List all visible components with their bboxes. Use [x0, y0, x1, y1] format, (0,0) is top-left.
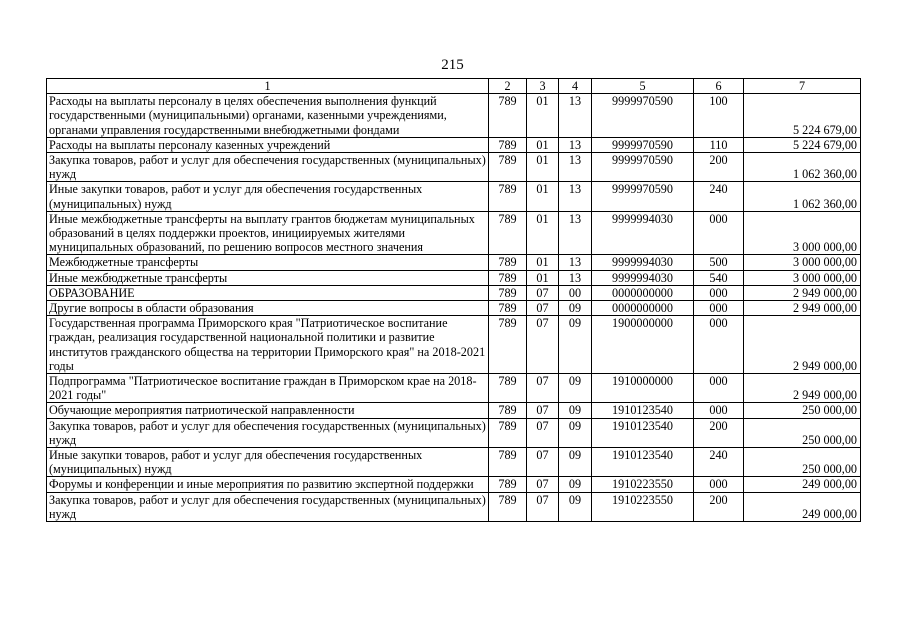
target-article-code: 9999970590	[592, 153, 694, 182]
target-article-code: 9999970590	[592, 182, 694, 211]
expense-type-code: 000	[694, 301, 744, 316]
expense-type-code: 000	[694, 477, 744, 492]
admin-code: 789	[489, 492, 527, 521]
subsection-code: 13	[559, 270, 592, 285]
subsection-code: 09	[559, 477, 592, 492]
admin-code: 789	[489, 316, 527, 374]
admin-code: 789	[489, 285, 527, 300]
target-article-code: 1910123540	[592, 403, 694, 418]
column-header: 7	[744, 79, 861, 94]
section-code: 01	[527, 211, 559, 255]
subsection-code: 09	[559, 448, 592, 477]
target-article-code: 1910000000	[592, 374, 694, 403]
admin-code: 789	[489, 94, 527, 138]
table-row	[47, 182, 861, 211]
target-article-code: 1910223550	[592, 492, 694, 521]
admin-code: 789	[489, 137, 527, 152]
page-number: 215	[441, 57, 464, 73]
column-header: 3	[527, 79, 559, 94]
section-code: 07	[527, 301, 559, 316]
amount: 3 000 000,00	[744, 211, 861, 255]
table-body	[47, 94, 861, 522]
section-code: 07	[527, 477, 559, 492]
item-name: Другие вопросы в области образования	[47, 301, 489, 316]
expense-type-code: 000	[694, 374, 744, 403]
subsection-code: 13	[559, 182, 592, 211]
table-row	[47, 301, 861, 316]
item-name: Иные закупки товаров, работ и услуг для обеспечения государственных (муниципальных) нужд	[47, 182, 489, 211]
table-row	[47, 153, 861, 182]
subsection-code: 09	[559, 418, 592, 447]
admin-code: 789	[489, 301, 527, 316]
subsection-code: 13	[559, 137, 592, 152]
admin-code: 789	[489, 448, 527, 477]
expense-type-code: 100	[694, 94, 744, 138]
expense-type-code: 500	[694, 255, 744, 270]
target-article-code: 9999994030	[592, 270, 694, 285]
item-name: Межбюджетные трансферты	[47, 255, 489, 270]
amount: 3 000 000,00	[744, 255, 861, 270]
expense-type-code: 200	[694, 492, 744, 521]
table-row	[47, 255, 861, 270]
item-name: Расходы на выплаты персоналу в целях обеспечения выполнения функций государственными (муниципальными) органами, казенными учреждениями, органами управления государственными внебюджетными фондами	[47, 94, 489, 138]
section-code: 07	[527, 285, 559, 300]
expense-type-code: 000	[694, 403, 744, 418]
target-article-code: 9999970590	[592, 94, 694, 138]
table-row	[47, 137, 861, 152]
target-article-code: 9999970590	[592, 137, 694, 152]
item-name: Закупка товаров, работ и услуг для обеспечения государственных (муниципальных) нужд	[47, 418, 489, 447]
admin-code: 789	[489, 255, 527, 270]
column-header: 4	[559, 79, 592, 94]
item-name: Обучающие мероприятия патриотической направленности	[47, 403, 489, 418]
expense-type-code: 000	[694, 316, 744, 374]
target-article-code: 1910123540	[592, 448, 694, 477]
table-row	[47, 477, 861, 492]
subsection-code: 09	[559, 374, 592, 403]
section-code: 01	[527, 153, 559, 182]
section-code: 01	[527, 137, 559, 152]
table-row	[47, 448, 861, 477]
table-row	[47, 316, 861, 374]
target-article-code: 1910223550	[592, 477, 694, 492]
admin-code: 789	[489, 270, 527, 285]
admin-code: 789	[489, 182, 527, 211]
column-header: 2	[489, 79, 527, 94]
amount: 250 000,00	[744, 403, 861, 418]
item-name: Закупка товаров, работ и услуг для обеспечения государственных (муниципальных) нужд	[47, 153, 489, 182]
header-row	[47, 79, 861, 94]
subsection-code: 00	[559, 285, 592, 300]
subsection-code: 13	[559, 94, 592, 138]
amount: 2 949 000,00	[744, 301, 861, 316]
item-name: Расходы на выплаты персоналу казенных учреждений	[47, 137, 489, 152]
section-code: 01	[527, 182, 559, 211]
section-code: 01	[527, 270, 559, 285]
expense-type-code: 000	[694, 211, 744, 255]
amount: 249 000,00	[744, 492, 861, 521]
admin-code: 789	[489, 477, 527, 492]
admin-code: 789	[489, 374, 527, 403]
target-article-code: 0000000000	[592, 301, 694, 316]
amount: 5 224 679,00	[744, 137, 861, 152]
table-row	[47, 270, 861, 285]
expense-type-code: 240	[694, 182, 744, 211]
table-row	[47, 403, 861, 418]
amount: 2 949 000,00	[744, 374, 861, 403]
column-header: 6	[694, 79, 744, 94]
table-row	[47, 492, 861, 521]
expense-type-code: 200	[694, 418, 744, 447]
target-article-code: 1910123540	[592, 418, 694, 447]
item-name: Подпрограмма "Патриотическое воспитание граждан в Приморском крае на 2018-2021 годы"	[47, 374, 489, 403]
expense-type-code: 200	[694, 153, 744, 182]
admin-code: 789	[489, 153, 527, 182]
target-article-code: 9999994030	[592, 255, 694, 270]
target-article-code: 1900000000	[592, 316, 694, 374]
section-code: 07	[527, 374, 559, 403]
table-row	[47, 211, 861, 255]
target-article-code: 0000000000	[592, 285, 694, 300]
subsection-code: 09	[559, 403, 592, 418]
item-name: Иные закупки товаров, работ и услуг для обеспечения государственных (муниципальных) нужд	[47, 448, 489, 477]
admin-code: 789	[489, 211, 527, 255]
amount: 2 949 000,00	[744, 316, 861, 374]
budget-table	[46, 78, 861, 522]
section-code: 07	[527, 448, 559, 477]
table-header	[47, 79, 861, 94]
item-name: Иные межбюджетные трансферты	[47, 270, 489, 285]
section-code: 01	[527, 255, 559, 270]
expense-type-code: 540	[694, 270, 744, 285]
item-name: Государственная программа Приморского края "Патриотическое воспитание граждан, реализация государственной национальной политики и развитие институтов гражданского общества на территории Приморского края" на 2018-2021 годы	[47, 316, 489, 374]
column-header: 5	[592, 79, 694, 94]
amount: 1 062 360,00	[744, 153, 861, 182]
table-row	[47, 374, 861, 403]
amount: 3 000 000,00	[744, 270, 861, 285]
subsection-code: 09	[559, 301, 592, 316]
item-name: ОБРАЗОВАНИЕ	[47, 285, 489, 300]
item-name: Закупка товаров, работ и услуг для обеспечения государственных (муниципальных) нужд	[47, 492, 489, 521]
item-name: Иные межбюджетные трансферты на выплату грантов бюджетам муниципальных образований в целях поддержки проектов, инициируемых жителями муниципальных образований, по решению вопросов местного значения	[47, 211, 489, 255]
section-code: 07	[527, 492, 559, 521]
target-article-code: 9999994030	[592, 211, 694, 255]
expense-type-code: 000	[694, 285, 744, 300]
table-row	[47, 285, 861, 300]
table-row	[47, 94, 861, 138]
section-code: 07	[527, 403, 559, 418]
amount: 1 062 360,00	[744, 182, 861, 211]
amount: 250 000,00	[744, 418, 861, 447]
amount: 5 224 679,00	[744, 94, 861, 138]
section-code: 01	[527, 94, 559, 138]
admin-code: 789	[489, 418, 527, 447]
section-code: 07	[527, 418, 559, 447]
expense-type-code: 110	[694, 137, 744, 152]
amount: 250 000,00	[744, 448, 861, 477]
column-header: 1	[47, 79, 489, 94]
amount: 249 000,00	[744, 477, 861, 492]
table-row	[47, 418, 861, 447]
subsection-code: 13	[559, 211, 592, 255]
subsection-code: 09	[559, 316, 592, 374]
subsection-code: 13	[559, 255, 592, 270]
expense-type-code: 240	[694, 448, 744, 477]
item-name: Форумы и конференции и иные мероприятия по развитию экспертной поддержки	[47, 477, 489, 492]
admin-code: 789	[489, 403, 527, 418]
amount: 2 949 000,00	[744, 285, 861, 300]
subsection-code: 09	[559, 492, 592, 521]
section-code: 07	[527, 316, 559, 374]
subsection-code: 13	[559, 153, 592, 182]
